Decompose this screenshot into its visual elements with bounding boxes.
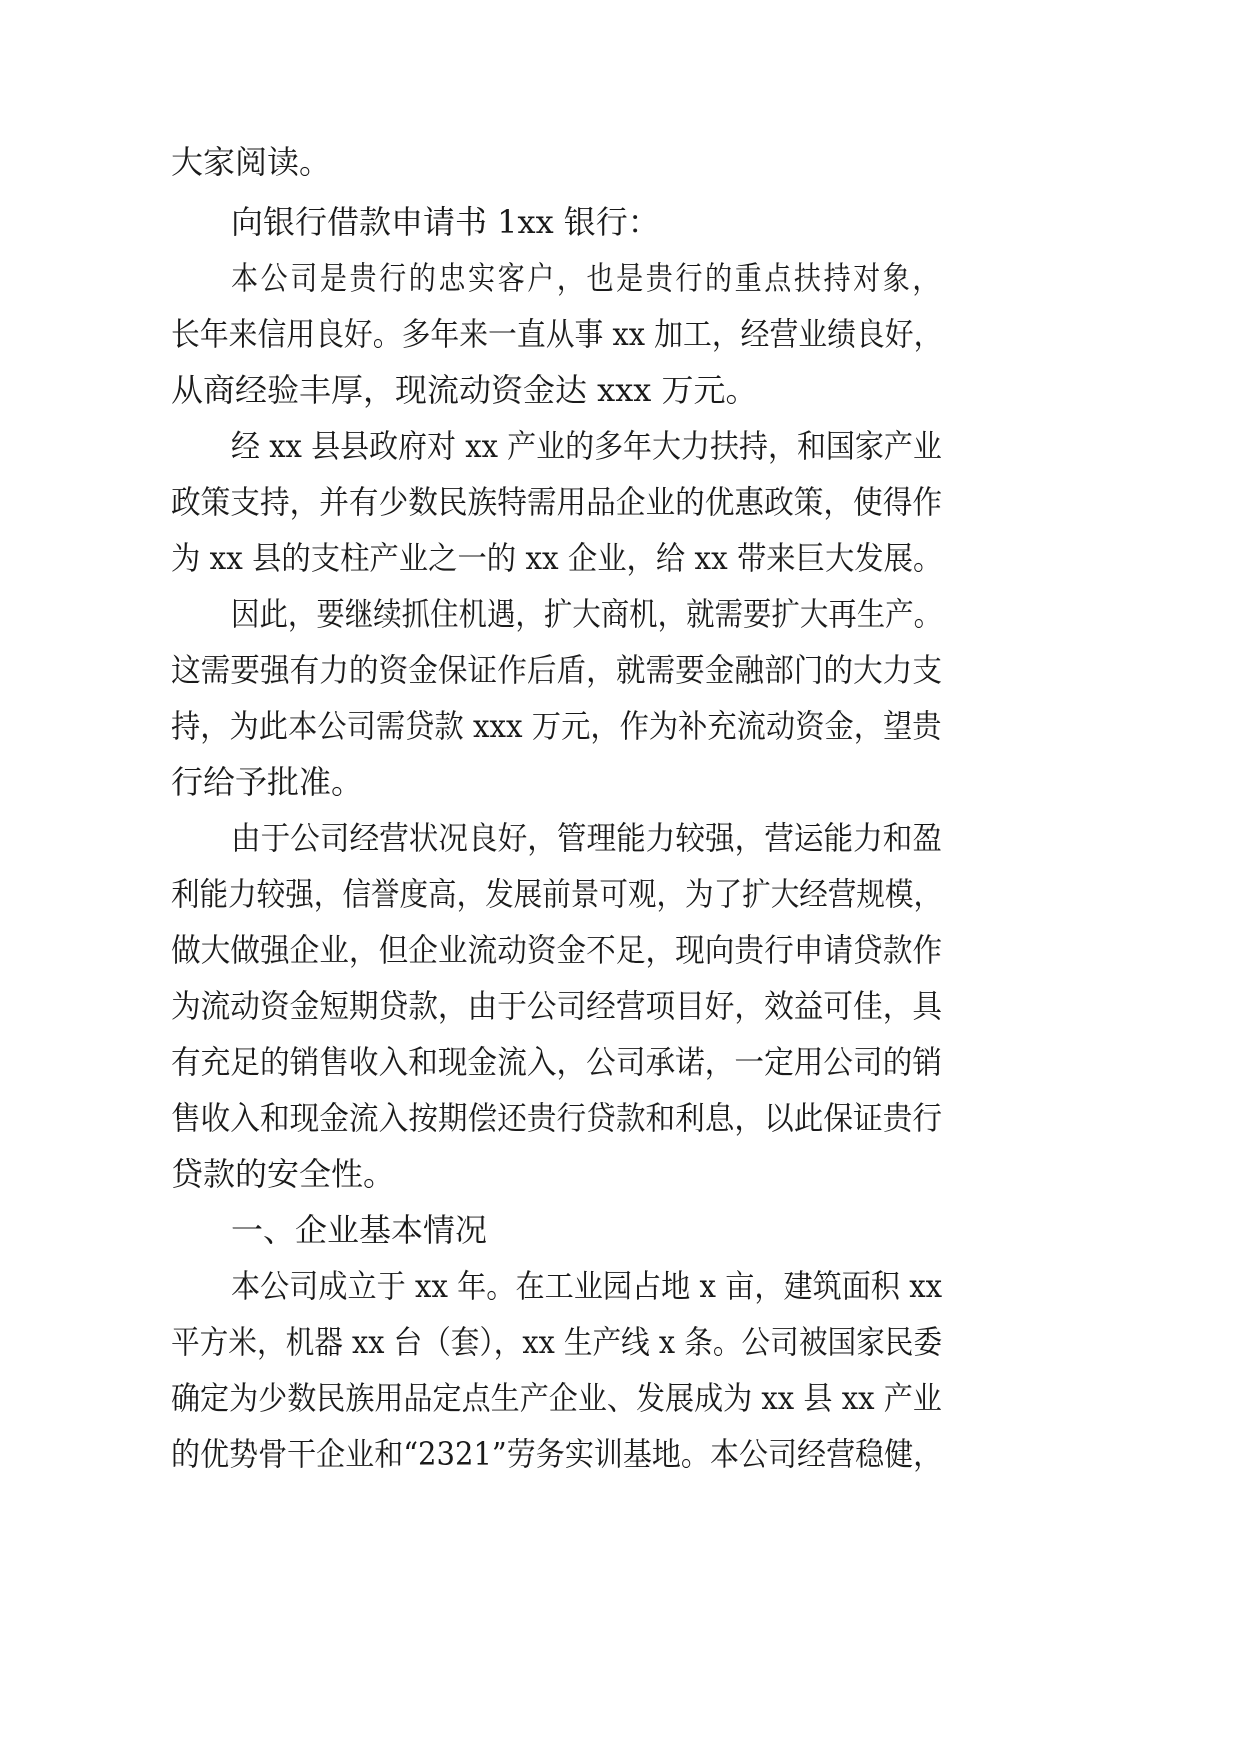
text-line: 经 xx 县县政府对 xx 产业的多年大力扶持，和国家产业 — [231, 427, 942, 465]
text-line: 行给予批准。 — [171, 763, 364, 801]
text-line: 政策支持，并有少数民族特需用品企业的优惠政策，使得作 — [171, 483, 943, 521]
text-line: 这需要强有力的资金保证作后盾，就需要金融部门的大力支 — [171, 651, 943, 689]
text-line: 本公司成立于 xx 年。在工业园占地 x 亩，建筑面积 xx — [231, 1267, 943, 1305]
text-line: 平方米，机器 xx 台（套），xx 生产线 x 条。公司被国家民委 — [171, 1323, 943, 1361]
text-line: 持，为此本公司需贷款 xxx 万元，作为补充流动资金，望贵 — [171, 707, 942, 745]
text-line: 因此，要继续抓住机遇，扩大商机，就需要扩大再生产。 — [231, 595, 943, 633]
text-line: 售收入和现金流入按期偿还贵行贷款和利息，以此保证贵行 — [171, 1099, 943, 1137]
text-line: 做大做强企业，但企业流动资金不足，现向贵行申请贷款作 — [171, 931, 943, 969]
section-heading: 一、企业基本情况 — [231, 1211, 488, 1249]
text-line: 向银行借款申请书 1xx 银行： — [231, 203, 660, 241]
text-line: 利能力较强，信誉度高，发展前景可观，为了扩大经营规模， — [171, 875, 943, 913]
text-line: 由于公司经营状况良好，管理能力较强，营运能力和盈 — [231, 819, 943, 857]
text-line: 的优势骨干企业和“2321”劳务实训基地。本公司经营稳健， — [171, 1435, 943, 1473]
text-line: 大家阅读。 — [171, 143, 332, 181]
text-line: 从商经验丰厚，现流动资金达 xxx 万元。 — [171, 371, 758, 409]
text-line: 为流动资金短期贷款，由于公司经营项目好，效益可佳，具 — [171, 987, 943, 1025]
text-line: 为 xx 县的支柱产业之一的 xx 企业，给 xx 带来巨大发展。 — [171, 539, 943, 577]
text-line: 本公司是贵行的忠实客户，也是贵行的重点扶持对象， — [231, 259, 942, 297]
text-line: 有充足的销售收入和现金流入，公司承诺，一定用公司的销 — [171, 1043, 943, 1081]
text-line: 贷款的安全性。 — [171, 1155, 396, 1193]
text-line: 长年来信用良好。多年来一直从事 xx 加工，经营业绩良好， — [171, 315, 943, 353]
text-line: 确定为少数民族用品定点生产企业、发展成为 xx 县 xx 产业 — [171, 1379, 942, 1417]
